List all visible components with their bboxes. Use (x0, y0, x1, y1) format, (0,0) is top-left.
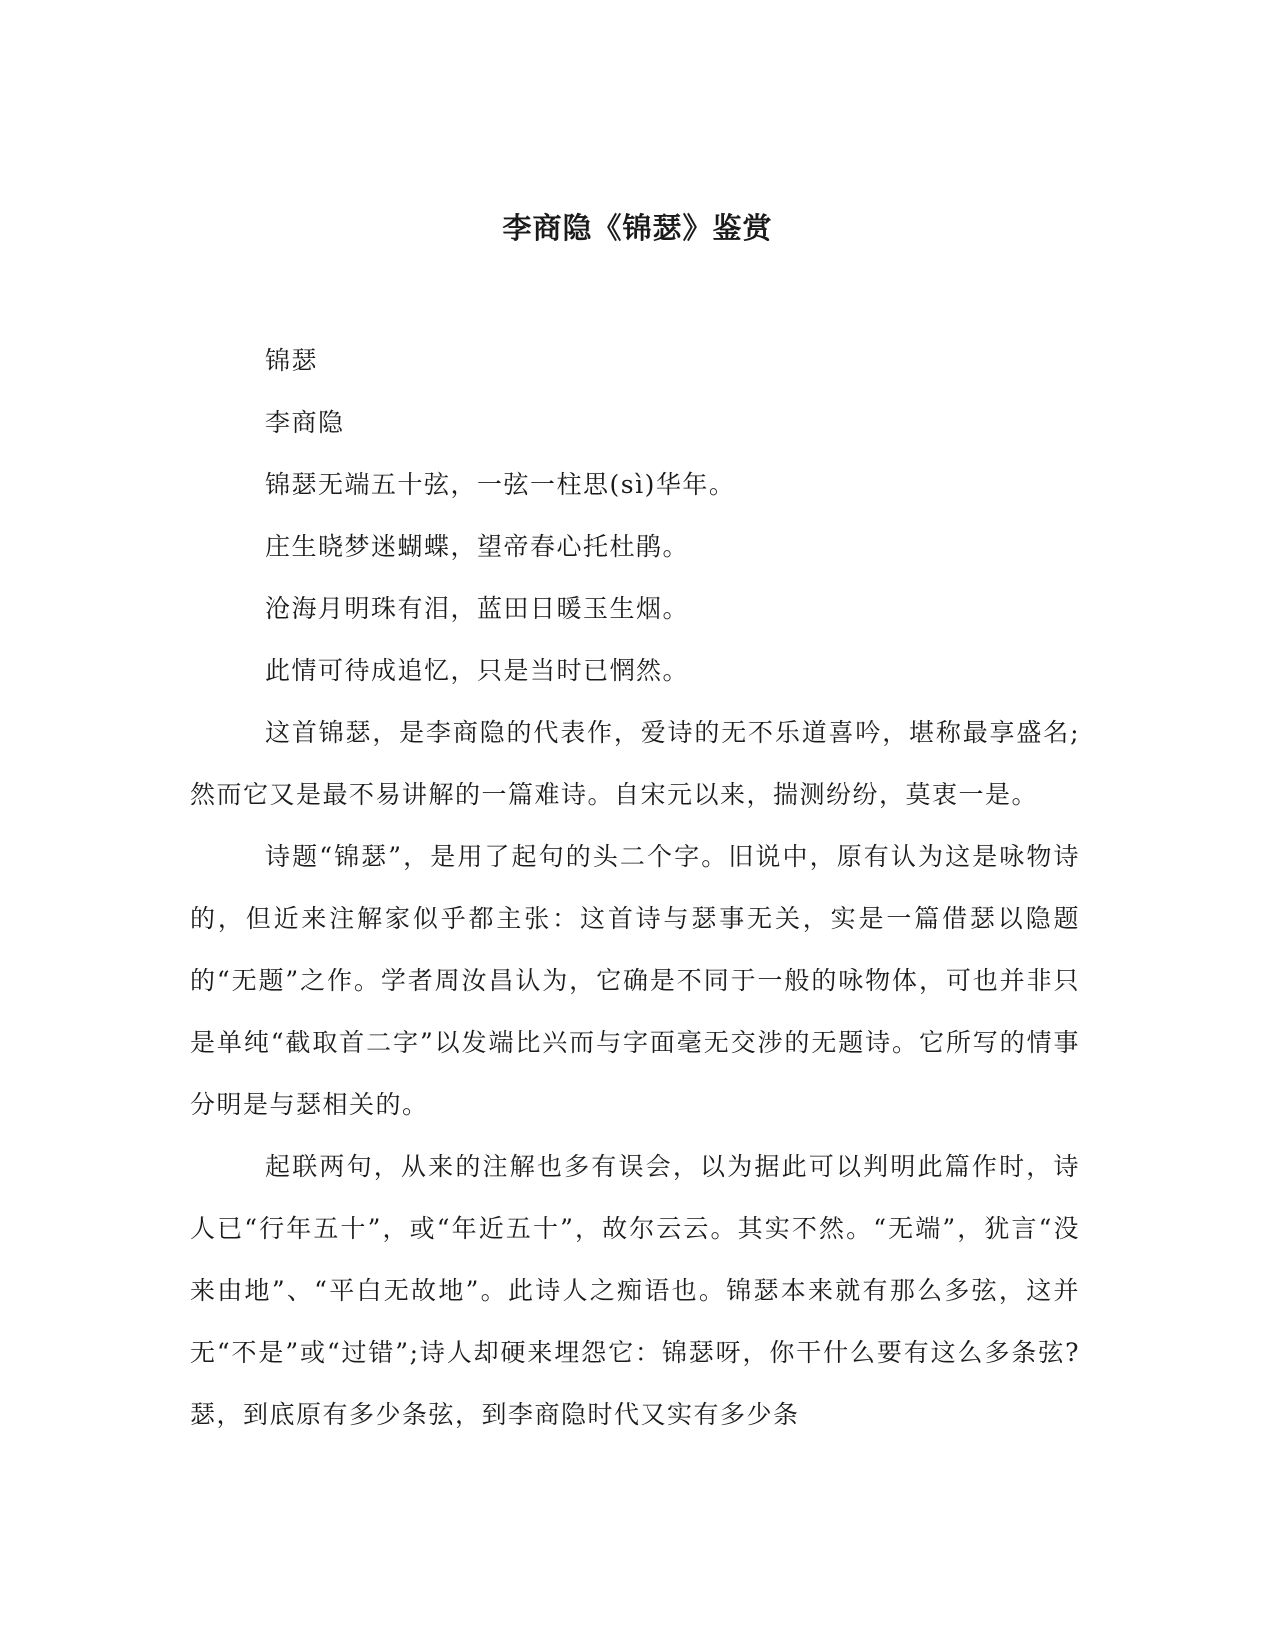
poem-author: 李商隐 (265, 408, 345, 437)
body-paragraph: 诗题“锦瑟”，是用了起句的头二个字。旧说中，原有认为这是咏物诗的，但近来注解家似乎都主张：这首诗与瑟事无关，实是一篇借瑟以隐题的“无题”之作。学者周汝昌认为，它确是不同于一般的咏物体，可也并非只是单纯“截取首二字”以发端比兴而与字面毫无交涉的无题诗。它所写的情事分明是与瑟相关的。 (190, 842, 1080, 1119)
body-paragraph: 这首锦瑟，是李商隐的代表作，爱诗的无不乐道喜吟，堪称最享盛名;然而它又是最不易讲解的一篇难诗。自宋元以来，揣测纷纷，莫衷一是。 (190, 718, 1080, 809)
body-paragraph: 起联两句，从来的注解也多有误会，以为据此可以判明此篇作时，诗人已“行年五十”，或“年近五十”，故尔云云。其实不然。“无端”，犹言“没来由地”、“平白无故地”。此诗人之痴语也。锦瑟本来就有那么多弦，这并无“不是”或“过错”;诗人却硬来埋怨它：锦瑟呀，你干什么要有这么多条弦?瑟，到底原有多少条弦，到李商隐时代又实有多少条 (190, 1152, 1080, 1429)
poem-line: 锦瑟无端五十弦，一弦一柱思(sì)华年。 (265, 470, 736, 499)
poem-line: 此情可待成追忆，只是当时已惘然。 (265, 656, 690, 685)
poem-heading: 锦瑟 (265, 346, 319, 375)
document-body (190, 330, 1080, 1446)
poem-line: 庄生晓梦迷蝴蝶，望帝春心托杜鹃。 (265, 532, 690, 561)
document-title: 李商隐《锦瑟》鉴赏 (502, 211, 773, 245)
poem-line: 沧海月明珠有泪，蓝田日暖玉生烟。 (265, 594, 690, 623)
